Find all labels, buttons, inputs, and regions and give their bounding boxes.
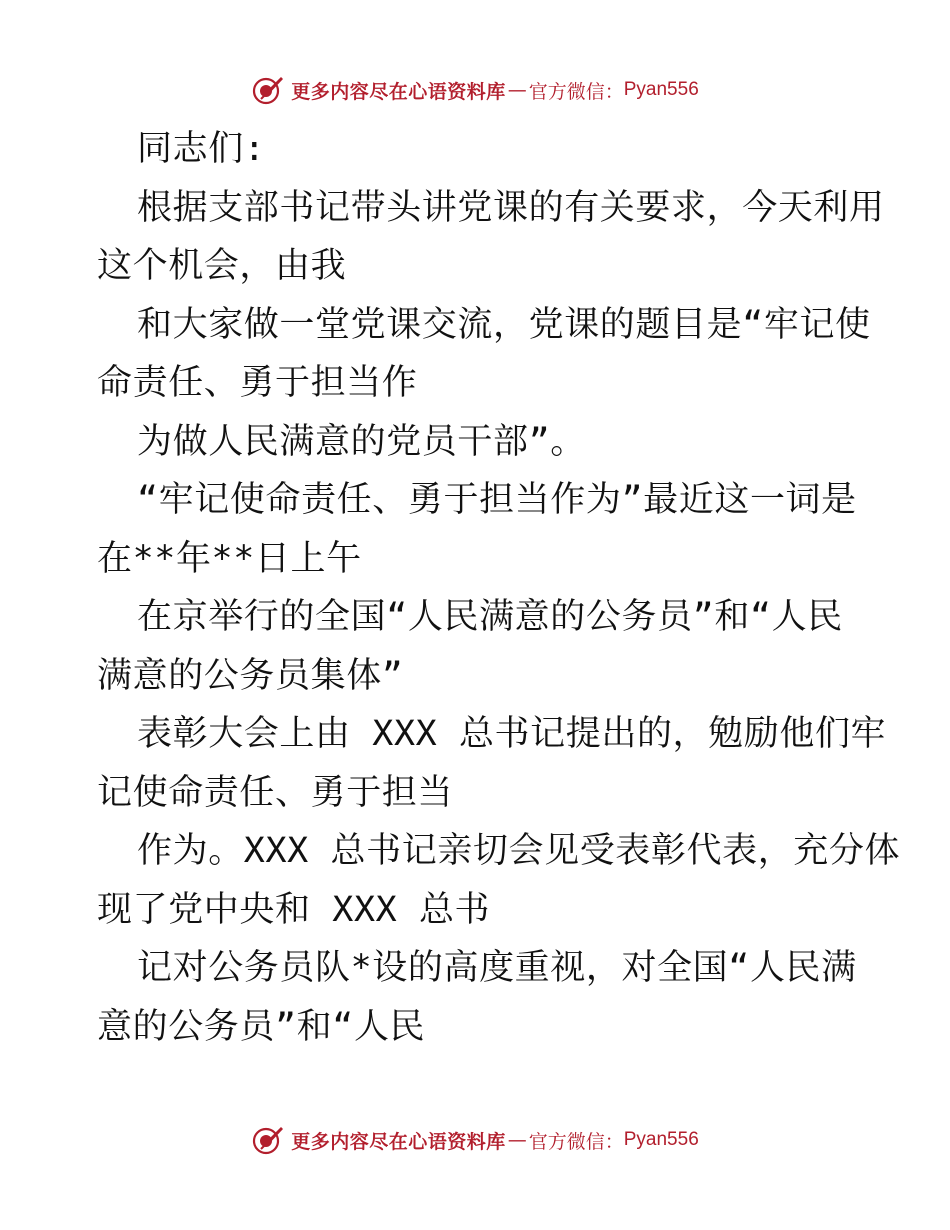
wechat-id: Pyan556 [623,79,699,100]
text-line: 作为。XXX 总书记亲切会见受表彰代表，充分体 [137,831,901,871]
text-line: 同志们: [137,129,266,169]
brand-text: 更多内容尽在心语资料库 [291,1130,506,1153]
text-line: 这个机会，由我 [97,246,347,286]
separator-dash: — [507,1129,527,1151]
quill-logo-icon [251,1123,285,1157]
text-line: 命责任、勇于担当作 [97,363,418,403]
text-line: 和大家做一堂党课交流，党课的题目是“牢记使 [137,304,871,345]
text-line: 为做人民满意的党员干部”。 [137,421,586,462]
brand-text: 更多内容尽在心语资料库 [291,80,506,103]
text-line: 现了党中央和 XXX 总书 [97,889,491,930]
quill-logo-icon [251,73,285,107]
footer-watermark [0,1120,950,1160]
text-line: 在**年**日上午 [97,538,362,579]
wechat-id: Pyan556 [623,1129,699,1150]
text-line: “牢记使命责任、勇于担当作为”最近这一词是 [137,480,857,520]
text-line: 记使命责任、勇于担当 [97,772,454,813]
wechat-label: 官方微信： [528,80,624,103]
text-line: 记对公务员队*设的高度重视，对全国“人民满 [137,948,857,988]
document-body [97,120,901,1056]
separator-dash: — [507,79,527,101]
text-line: 在京举行的全国“人民满意的公务员”和“人民 [137,597,843,637]
wechat-label: 官方微信： [528,1130,624,1153]
text-line: 根据支部书记带头讲党课的有关要求，今天利用 [137,187,885,228]
text-line: 满意的公务员集体” [97,655,404,696]
header-watermark [0,70,950,110]
text-line: 表彰大会上由 XXX 总书记提出的，勉励他们牢 [137,714,887,754]
text-line: 意的公务员”和“人民 [97,1006,426,1047]
